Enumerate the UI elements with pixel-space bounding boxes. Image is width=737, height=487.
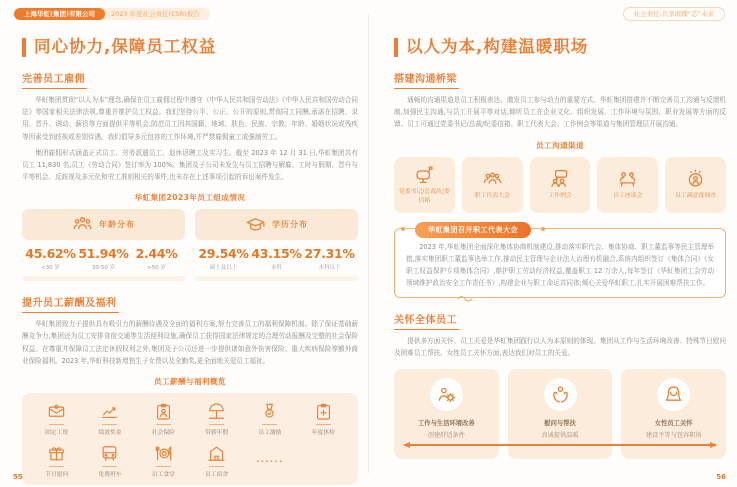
left-page-number: 55 [13, 473, 23, 481]
benefit-item [299, 402, 348, 436]
right-page [394, 26, 726, 471]
benefit-divider [209, 466, 224, 467]
stat-label-text: 30-50 岁 [91, 265, 116, 272]
forum-icon [617, 168, 638, 189]
incentive-icon [260, 402, 279, 421]
benefit-divider [156, 424, 171, 425]
benefit-divider [209, 424, 224, 425]
care-card-title: 慰问与帮扶 [544, 419, 576, 427]
benefit-label: 固定工资 [45, 430, 69, 437]
card-footer-strip [22, 276, 185, 281]
case-body-text: 2023 年,华虹集团全面深化集体协商机制建设,推动落实职代会、集体协商、职工董监事等民主管理举措,落实集团职工董监事选举工作,推动民主管理与企业法人治理有机融合,系统内组织签订《集体合同》《女职工权益保护专项集体合同》,维护职工劳动经济权益,覆盖职工 12 万余人,每年签订《华虹集团工会劳动领域维护政治安全工作责任书》,构建企业与职工命运共同体;倾心关爱华虹职工,扎实开展困难帮扶工作。 [406, 242, 714, 288]
benefit-label: 员工宿舍 [205, 472, 229, 479]
benefit-label: ······ [256, 456, 284, 466]
case-ribbon-decoration [457, 295, 473, 303]
age-distribution-values [22, 240, 185, 274]
welfare-paragraph: 华虹集团致力于提供具有吸引力的薪酬待遇及全面的福利方案,努力完善员工的福利保障机制。除了保证基础薪酬竞争力,集团还为员工安排食宿交通等生活便利设施,确保员工获得国家法律规定的合理劳动报酬及完整的社会保险权益。在尊重并保障员工法定休假权利之外,集团及子公司还进一步提供诸如意外伤害保险、重大疾病保险等额外商业保险福利。2023 年,华虹科技新增独生子女费以及全勤奖,更全面地关爱员工福祉。 [22, 320, 358, 365]
hands-icon [550, 384, 571, 405]
benefit-divider [49, 466, 64, 467]
checkup-icon [314, 402, 333, 421]
age-distribution-group [22, 209, 185, 281]
page-header [14, 7, 725, 21]
benefit-label: 免费班车 [98, 472, 122, 479]
age-distribution-label: 年龄分布 [99, 220, 135, 230]
card-footer-strip [195, 276, 358, 281]
channel-label: 员工座谈会 [613, 193, 643, 200]
benefit-divider [102, 424, 117, 425]
benefit-item [85, 402, 134, 436]
care-icon-circle [657, 378, 690, 411]
mailbox-icon [414, 164, 435, 185]
bonus-icon [100, 402, 119, 421]
stat-value: 51.94% [78, 246, 129, 262]
stat-label-text: 本科以下 [318, 265, 341, 272]
case-study-box [394, 225, 726, 299]
stat-item [77, 246, 130, 271]
care-card-title: 女性员工关怀 [654, 419, 693, 427]
survey-icon [685, 168, 706, 189]
benefit-item [245, 402, 294, 436]
stat-item [250, 246, 303, 271]
people-group-icon [72, 214, 93, 235]
benefit-label: 绩效奖金 [98, 430, 122, 437]
benefit-label: 节日慰问 [45, 472, 69, 479]
education-distribution-values [195, 240, 358, 274]
stat-value: 29.54% [198, 246, 249, 262]
stat-item [197, 246, 250, 271]
channel-label: 党委书记/总裁/纪委信箱 [398, 188, 450, 204]
company-name-pill: 上海华虹(集团)有限公司 [14, 8, 105, 21]
benefits-heading: 员工薪酬与福利概览 [154, 377, 226, 387]
stat-label-text: >50 岁 [147, 265, 166, 272]
education-distribution-group [195, 209, 358, 281]
section-heading-communication: 搭建沟通桥梁 [394, 70, 459, 89]
channel-label: 员工满意度调查 [674, 193, 717, 200]
stat-value: 27.31% [304, 246, 355, 262]
woman-icon [663, 384, 684, 405]
benefit-divider [262, 424, 277, 425]
channel-card [462, 157, 523, 213]
vacation-icon [207, 402, 226, 421]
channel-label: 工作例会 [548, 193, 572, 200]
benefit-label: 社会保险 [151, 430, 175, 437]
benefit-divider [156, 466, 171, 467]
benefit-item [139, 402, 188, 436]
right-page-title: 以人为本,构建温暖职场 [394, 38, 726, 57]
communication-channels [394, 157, 726, 213]
section-heading-welfare: 提升员工薪酬及福利 [22, 294, 119, 313]
chapter-pill: 社会责任:共享璀璨“芯”未来 [623, 7, 725, 22]
section-heading-employment: 完善员工雇佣 [22, 70, 87, 89]
stat-label-text: 硕士及以上 [209, 265, 238, 272]
graduation-cap-icon [245, 214, 266, 235]
care-card-title: 工作与生活环境改善 [418, 419, 475, 427]
care-cards [394, 369, 726, 459]
left-page [22, 26, 358, 479]
benefit-divider [102, 466, 117, 467]
employment-paragraph-2: 集团雇佣形式涵盖正式员工、劳务派遣员工、退休返聘工及实习生。截至 2023 年 12 月 31 日,华虹集团共有员工 11,830 名,员工《劳动合同》签订率为 100%。集团及子公司未发生与员工招聘与解雇、工时与假期、晋升与平等机会、反歧视及多元化和劳工准则相关的事件,也未存在上述事项引起的诉讼案件发生。 [22, 148, 358, 182]
dorm-icon [207, 444, 226, 463]
channel-card [394, 157, 455, 213]
benefit-item [32, 444, 81, 478]
stat-item [130, 246, 183, 271]
communication-paragraph: 通畅的沟通渠道是员工积极表达、激发员工参与动力的重要方式。华虹集团搭建并不断完善员工沟通与反馈机制,加强民主沟通,与员工开展平等对话,倾听员工在企业文化、组织发展、工作环境与氛围、职业发展等方面的反馈。员工可通过党委书记/总裁/纪委信箱、职工代表大会、工作例会等渠道与集团管理层开展沟通。 [394, 95, 726, 129]
care-icon-circle [430, 378, 463, 411]
benefit-divider [49, 424, 64, 425]
benefit-item [32, 402, 81, 436]
stats-heading: 华虹集团2023年员工组成情况 [134, 193, 246, 203]
benefits-grid [22, 393, 358, 485]
education-distribution-label: 学历分布 [272, 220, 308, 230]
benefit-item [192, 402, 241, 436]
channel-card [530, 157, 591, 213]
salary-icon [47, 402, 66, 421]
stat-item [303, 246, 356, 271]
benefit-item [245, 444, 294, 478]
age-distribution-card [22, 209, 185, 240]
employee-stats [22, 209, 358, 281]
right-page-number: 56 [716, 473, 726, 481]
care-icon-circle [544, 378, 577, 411]
stat-label-text: 本科 [270, 265, 282, 272]
stat-value: 2.44% [135, 246, 178, 262]
channel-label: 职工代表大会 [474, 193, 510, 200]
canteen-icon [154, 444, 173, 463]
page-gutter [368, 14, 369, 473]
benefit-label: 员工激励 [258, 430, 282, 437]
worker-icon [436, 384, 457, 405]
benefit-label: 带薪年假 [205, 430, 229, 437]
benefit-label: 员工食堂 [151, 472, 175, 479]
benefit-item [139, 444, 188, 478]
bus-icon [100, 444, 119, 463]
channel-card [597, 157, 658, 213]
benefit-label: 年度体检 [311, 430, 335, 437]
left-page-title: 同心协力,保障员工权益 [22, 38, 358, 57]
gift-icon [47, 444, 66, 463]
channel-card [665, 157, 726, 213]
care-card-subtitle: 创建舒适条件 [427, 431, 465, 439]
stat-label-text: <30 岁 [41, 265, 60, 272]
employment-paragraph-1: 华虹集团贯彻“以人为本”理念,确保在员工雇佣过程中遵守《中华人民共和国劳动法》《中华人民共和国劳动合同法》等国家相关法律法规,尊重并维护员工权益。我们坚持公平、公正、公开的原则,贯彻同工同酬,承诺在招聘、录用、晋升、调动、薪资等方面提供平等机会,防范员工因其国籍、地域、肤色、民族、宗教、年龄、婚姻状况或残疾等因素受到歧视或差别待遇。我们倡导多元包容的工作环境,并严禁雇佣童工或强制劳工。 [22, 95, 358, 141]
section-heading-care: 关怀全体员工 [394, 311, 459, 330]
channels-heading: 员工沟通渠道 [536, 140, 584, 150]
social-icon [154, 402, 173, 421]
stat-value: 43.15% [251, 246, 302, 262]
stat-value: 45.62% [25, 246, 76, 262]
report-title-pill: 2023 年度社会责任(CSR)报告 [97, 8, 210, 21]
care-card-subtitle: 建设平等与包容职场 [645, 431, 702, 439]
benefit-item [192, 444, 241, 478]
benefit-item [85, 444, 134, 478]
meeting-icon [549, 168, 570, 189]
congress-icon [482, 168, 503, 189]
stat-item [24, 246, 77, 271]
benefit-divider [316, 424, 331, 425]
care-paragraph: 提供多方面关怀、员工关爱是华虹集团践行以人为本原则的体现。集团从工作与生活环境改善、特殊节日慰问及困难员工帮扶、女性员工关怀方面,表达我们对员工的关爱。 [394, 337, 726, 358]
education-distribution-card [195, 209, 358, 240]
case-title-pill: 华虹集团召开职工代表大会 [415, 222, 531, 238]
care-card-subtitle: 真诚提供温暖 [541, 431, 579, 439]
double-arrow-decoration [404, 444, 716, 445]
